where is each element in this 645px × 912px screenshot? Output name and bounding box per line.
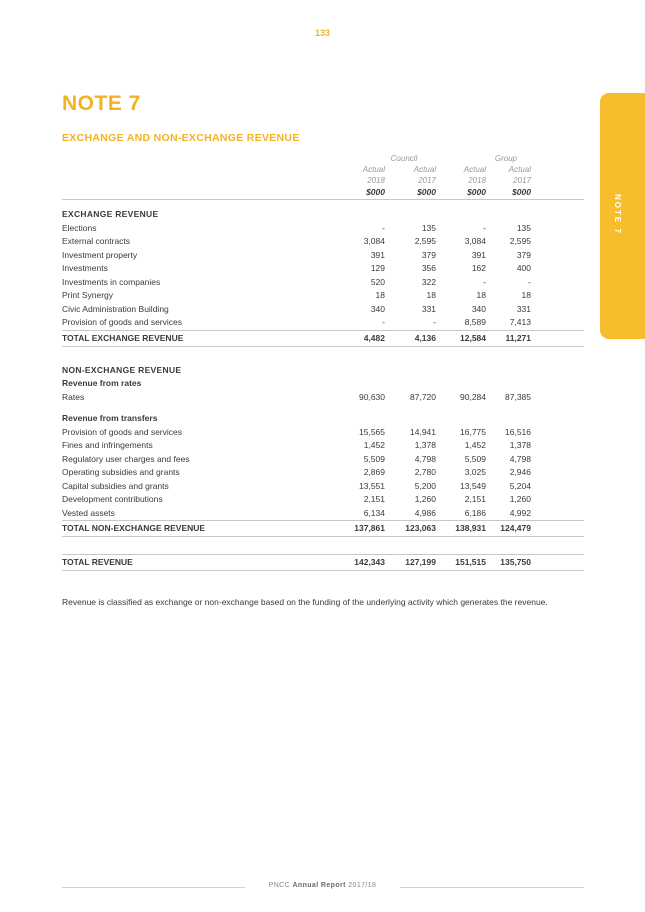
row-value: 87,385	[505, 391, 531, 402]
footer-org: PNCC	[268, 882, 291, 889]
row-value: 129	[370, 263, 385, 273]
table-row	[62, 222, 584, 236]
row-value: 391	[471, 249, 486, 260]
side-tab	[600, 93, 645, 339]
header-col-label: Actual	[413, 165, 436, 174]
row-label: Provision of goods and services	[62, 426, 183, 437]
header-unit: $000	[366, 187, 385, 197]
footer-year: 2017/18	[348, 882, 377, 889]
header-group-group: Group	[494, 154, 518, 163]
row-label: Vested assets	[62, 507, 115, 518]
page-number: 133	[314, 28, 331, 38]
row-label: Print Synergy	[62, 290, 114, 300]
row-value: -	[382, 222, 385, 233]
subheading-rates	[62, 377, 584, 391]
row-label: Civic Administration Building	[62, 303, 169, 314]
row-value: 356	[421, 263, 436, 273]
table-row	[62, 391, 584, 405]
row-value: 3,084	[363, 236, 385, 246]
table-row	[62, 466, 584, 480]
table-header-actual	[62, 164, 584, 175]
row-value: 322	[421, 276, 436, 287]
table-header-unit	[62, 186, 584, 200]
row-value: 1,452	[363, 440, 385, 450]
row-value: 1,260	[414, 494, 436, 504]
row-value: 18	[426, 290, 436, 300]
row-value: 1,260	[509, 494, 531, 504]
total-value: 135,750	[500, 557, 531, 567]
row-value: 87,720	[410, 391, 436, 402]
row-value: 5,509	[363, 453, 385, 464]
total-value: 151,515	[455, 557, 486, 567]
row-label: Rates	[62, 391, 85, 402]
row-value: -	[483, 276, 486, 287]
row-label: Operating subsidies and grants	[62, 467, 180, 477]
total-label: TOTAL NON-EXCHANGE REVENUE	[62, 523, 206, 533]
subheading: Revenue from transfers	[62, 413, 158, 423]
total-value: 142,343	[354, 557, 385, 567]
row-value: 331	[421, 303, 436, 314]
row-label: Fines and infringements	[62, 440, 153, 450]
row-value: 2,780	[414, 467, 436, 477]
table-row	[62, 289, 584, 303]
table-row	[62, 235, 584, 249]
table-row	[62, 276, 584, 290]
row-value: 6,134	[363, 507, 385, 518]
row-value: 331	[516, 303, 531, 314]
row-value: 1,452	[464, 440, 486, 450]
row-value: 7,413	[509, 317, 531, 327]
header-year: 2018	[367, 176, 385, 185]
row-value: 3,084	[464, 236, 486, 246]
row-value: 4,992	[509, 507, 531, 518]
total-label: TOTAL REVENUE	[62, 557, 133, 567]
row-label: Investment property	[62, 249, 138, 260]
side-tab-label: NOTE 7	[613, 194, 622, 235]
row-value: 18	[375, 290, 385, 300]
row-label: Development contributions	[62, 494, 163, 504]
row-value: 6,186	[464, 507, 486, 518]
row-value: 1,378	[414, 440, 436, 450]
section-subtitle: EXCHANGE AND NON-EXCHANGE REVENUE	[62, 132, 300, 144]
row-value: 13,551	[359, 480, 385, 491]
table-row	[62, 493, 584, 507]
row-value: 90,630	[359, 391, 385, 402]
header-unit: $000	[467, 187, 486, 197]
table-row	[62, 303, 584, 317]
row-value: 379	[421, 249, 436, 260]
row-value: 162	[471, 263, 486, 273]
total-value: 11,271	[505, 332, 531, 343]
footer-report: Annual Report	[292, 882, 346, 889]
header-year: 2017	[513, 176, 531, 185]
row-value: 4,798	[509, 453, 531, 464]
table-row	[62, 249, 584, 263]
row-value: 2,595	[414, 236, 436, 246]
row-value: 15,565	[359, 426, 385, 437]
row-value: 16,516	[505, 426, 531, 437]
total-revenue-row	[62, 554, 584, 571]
subheading-transfers	[62, 412, 584, 426]
row-label: Investments in companies	[62, 276, 161, 287]
table-row	[62, 507, 584, 521]
total-value: 4,482	[363, 332, 385, 343]
header-group-council: Council	[390, 154, 418, 163]
section-heading-non-exchange	[62, 364, 584, 378]
rates-rows	[62, 391, 584, 405]
total-value: 124,479	[500, 523, 531, 533]
transfers-rows	[62, 426, 584, 521]
note-title: NOTE 7	[62, 92, 141, 115]
row-value: 90,284	[460, 391, 486, 402]
row-value: 340	[471, 303, 486, 314]
header-unit: $000	[512, 187, 531, 197]
row-label: Elections	[62, 222, 97, 233]
total-non-exchange-row	[62, 520, 584, 537]
table-header-year	[62, 175, 584, 186]
row-value: 135	[421, 222, 436, 233]
header-unit: $000	[417, 187, 436, 197]
row-value: 18	[476, 290, 486, 300]
row-value: 391	[370, 249, 385, 260]
header-col-label: Actual	[463, 165, 486, 174]
row-value: 400	[516, 263, 531, 273]
row-label: External contracts	[62, 236, 131, 246]
row-value: 520	[370, 276, 385, 287]
header-col-label: Actual	[362, 165, 385, 174]
row-value: -	[433, 317, 436, 327]
footnote: Revenue is classified as exchange or non-exchange based on the funding of the underlying activity which generates the revenue.	[62, 597, 548, 607]
row-value: 2,869	[363, 467, 385, 477]
total-label: TOTAL EXCHANGE REVENUE	[62, 332, 184, 343]
total-value: 138,931	[455, 523, 486, 533]
total-value: 127,199	[405, 557, 436, 567]
row-value: 14,941	[410, 426, 436, 437]
section-heading: EXCHANGE REVENUE	[62, 209, 159, 219]
section-heading: NON-EXCHANGE REVENUE	[62, 364, 182, 375]
table-header-groups	[62, 153, 584, 164]
row-value: 16,775	[460, 426, 486, 437]
table-row	[62, 453, 584, 467]
row-value: 379	[516, 249, 531, 260]
table-row	[62, 480, 584, 494]
total-value: 123,063	[405, 523, 436, 533]
row-value: 18	[521, 290, 531, 300]
total-value: 12,584	[460, 332, 486, 343]
row-value: 13,549	[460, 480, 486, 491]
row-value: -	[382, 317, 385, 327]
table-row	[62, 316, 584, 330]
row-label: Capital subsidies and grants	[62, 480, 169, 491]
row-value: 8,589	[464, 317, 486, 327]
row-label: Provision of goods and services	[62, 317, 183, 327]
exchange-rows	[62, 222, 584, 330]
row-value: 5,200	[414, 480, 436, 491]
subheading: Revenue from rates	[62, 378, 142, 388]
header-year: 2018	[468, 176, 486, 185]
section-heading-exchange	[62, 208, 584, 222]
row-value: -	[528, 276, 531, 287]
row-value: 1,378	[509, 440, 531, 450]
row-value: 2,151	[464, 494, 486, 504]
row-value: 5,204	[509, 480, 531, 491]
header-year: 2017	[418, 176, 436, 185]
total-value: 4,136	[414, 332, 436, 343]
table-row	[62, 439, 584, 453]
header-col-label: Actual	[508, 165, 531, 174]
footer	[0, 882, 645, 889]
row-value: -	[483, 222, 486, 233]
revenue-table	[62, 153, 584, 571]
row-label: Investments	[62, 263, 108, 273]
row-value: 5,509	[464, 453, 486, 464]
row-value: 340	[370, 303, 385, 314]
row-value: 2,946	[509, 467, 531, 477]
row-value: 4,986	[414, 507, 436, 518]
row-value: 4,798	[414, 453, 436, 464]
row-value: 3,025	[464, 467, 486, 477]
row-value: 135	[516, 222, 531, 233]
total-exchange-row	[62, 330, 584, 347]
row-value: 2,595	[509, 236, 531, 246]
table-row	[62, 262, 584, 276]
row-label: Regulatory user charges and fees	[62, 453, 190, 464]
table-row	[62, 426, 584, 440]
total-value: 137,861	[354, 523, 385, 533]
row-value: 2,151	[363, 494, 385, 504]
